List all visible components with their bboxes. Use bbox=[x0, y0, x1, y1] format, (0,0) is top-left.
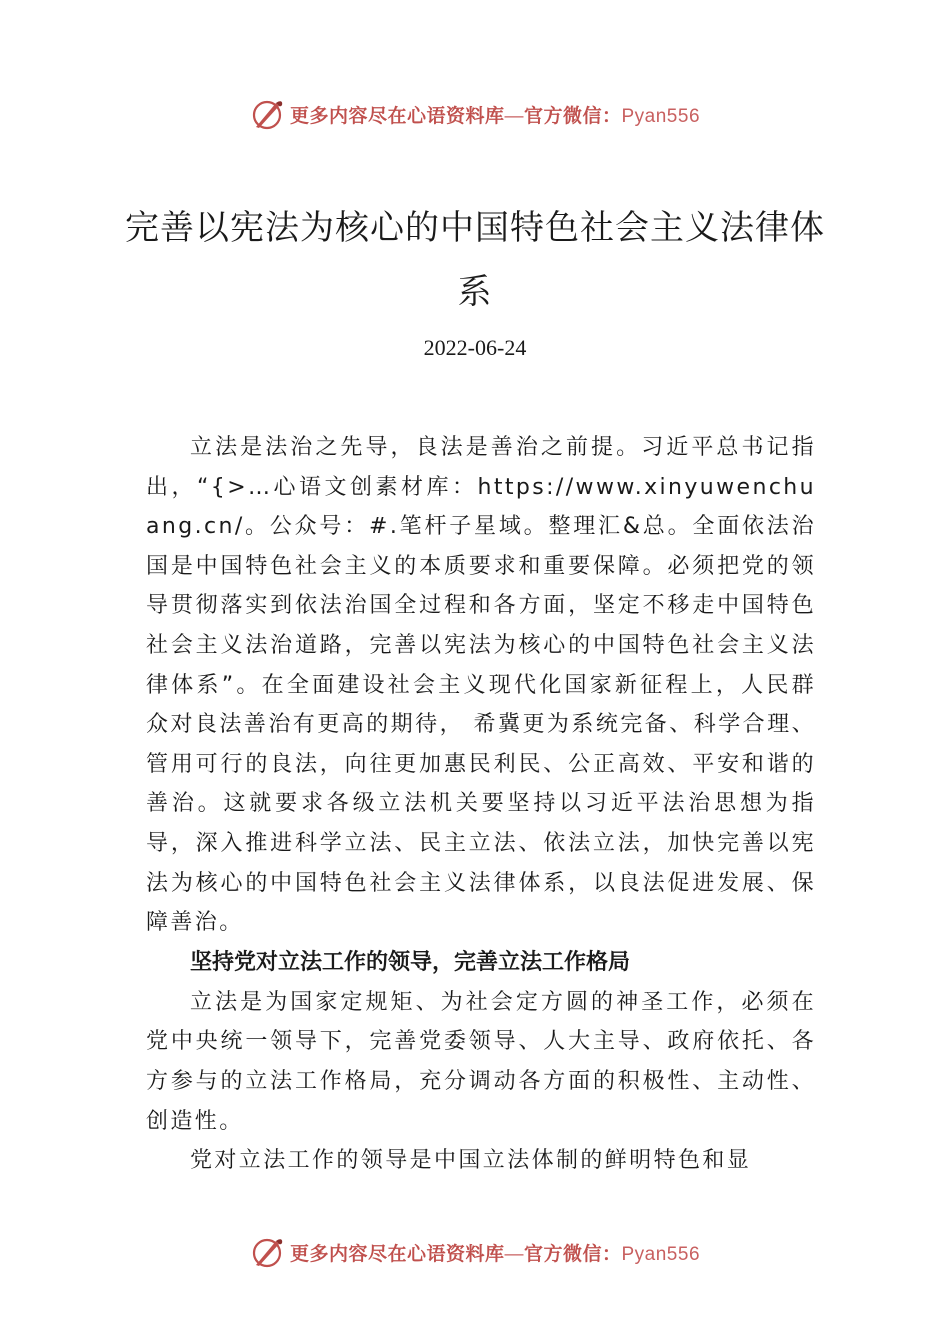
body-paragraph: 立法是为国家定规矩、为社会定方圆的神圣工作，必须在党中央统一领导下，完善党委领导、人大主导、政府依托、各方参与的立法工作格局，充分调动各方面的积极性、主动性、创造性。 bbox=[146, 989, 816, 1134]
document-date: 2022-06-24 bbox=[423, 335, 527, 360]
watermark-footer bbox=[0, 1232, 950, 1272]
watermark-header bbox=[0, 94, 950, 134]
watermark-text: 更多内容尽在心语资料库—官方微信：Pyan556 bbox=[289, 104, 701, 127]
quill-logo-icon bbox=[250, 97, 284, 131]
document-body bbox=[146, 428, 816, 1181]
body-paragraph: 立法是法治之先导，良法是善治之前提。习近平总书记指出，“{>…心语文创素材库：https://www.xinyuwenchuang.cn/。公众号：#.笔杆子星域。整理汇&总。全面依法治国是中国特色社会主义的本质要求和重要保障。必须把党的领导贯彻落实到依法治国全过程和各方面，坚定不移走中国特色社会主义法治道路，完善以宪法为核心的中国特色社会主义法律体系”。在全面建设社会主义现代化国家新征程上，人民群众对良法善治有更高的期待， 希冀更为系统完备、科学合理、管用可行的良法，向往更加惠民利民、公正高效、平安和谐的善治。这就要求各级立法机关要坚持以习近平法治思想为指导，深入推进科学立法、民主立法、依法立法，加快完善以宪法为核心的中国特色社会主义法律体系，以良法促进发展、保障善治。 bbox=[146, 435, 816, 936]
body-paragraph: 党对立法工作的领导是中国立法体制的鲜明特色和显 bbox=[190, 1148, 752, 1174]
section-heading: 坚持党对立法工作的领导，完善立法工作格局 bbox=[190, 949, 631, 975]
document-title: 完善以宪法为核心的中国特色社会主义法律体系 bbox=[125, 208, 825, 312]
watermark-text: 更多内容尽在心语资料库—官方微信：Pyan556 bbox=[289, 1242, 701, 1265]
quill-logo-icon bbox=[250, 1235, 284, 1269]
